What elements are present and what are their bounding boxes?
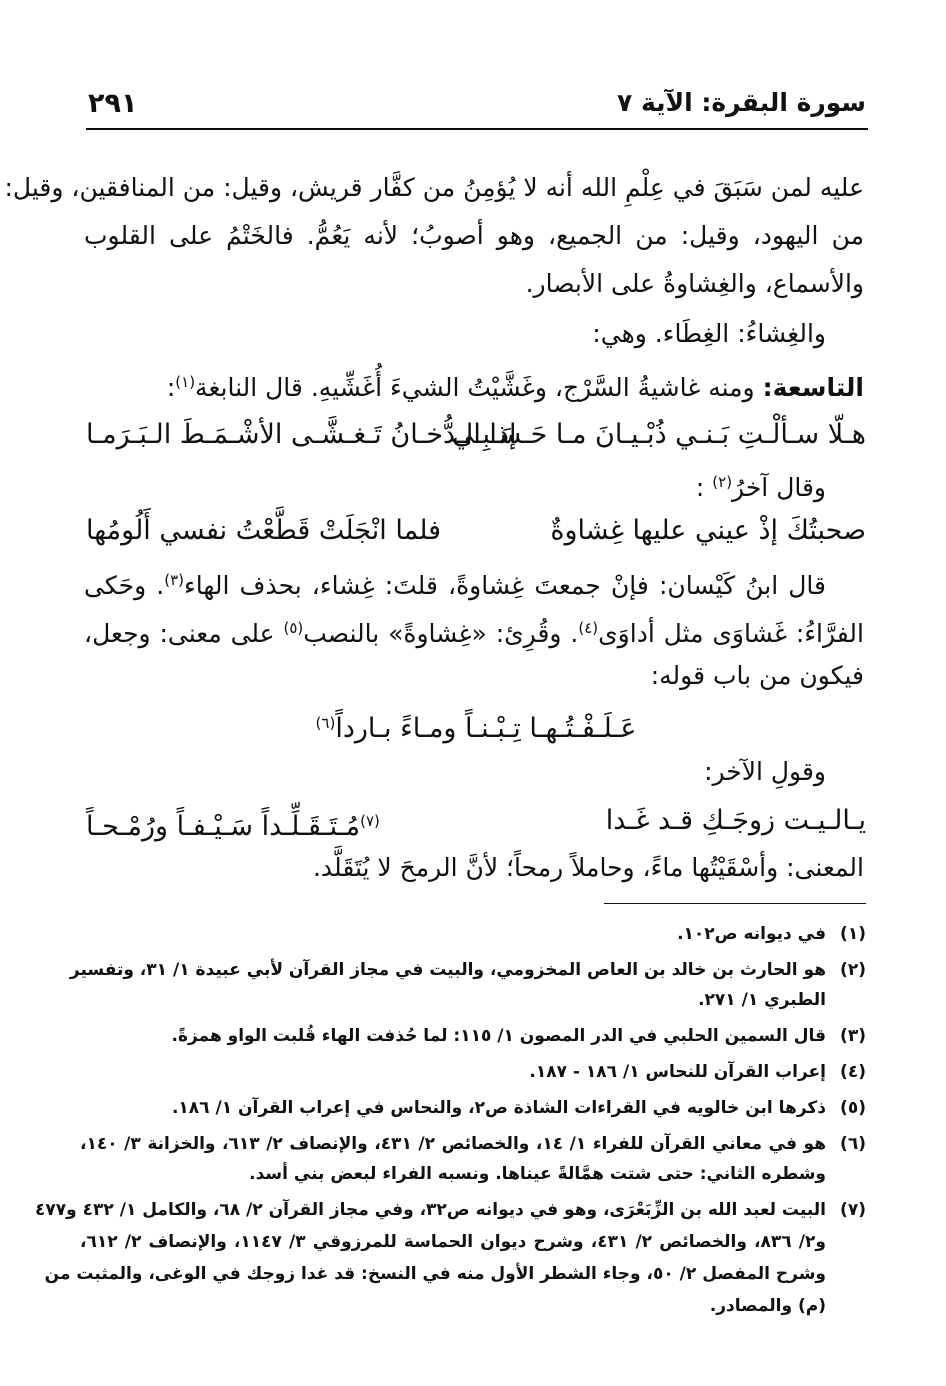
verse-hemistich-second — [86, 800, 380, 848]
verse-text: عَـلَـفْـتُـهـا تِـبْـنـاً ومـاءً بـارداً — [335, 713, 637, 744]
footnote-text: هو في معاني القرآن للفراء ١/ ١٤، والخصائص ٢/ ٤٣١، والإنصاف ٢/ ٦١٣، والخزانة ٣/ ١٤٠، — [80, 1134, 826, 1154]
footnote-number: (٧) — [840, 1200, 866, 1220]
verse-row — [86, 414, 866, 456]
footnote — [80, 1058, 866, 1086]
verse-hemistich-first: صحبتُكَ إذْ عيني عليها غِشاوةٌ — [550, 515, 866, 546]
verse-centered — [86, 702, 866, 750]
page-header — [88, 88, 866, 124]
footnote — [69, 956, 866, 1012]
ninth-label: التاسعة: — [762, 373, 864, 402]
text-line: والغِشاءُ: الغِطَاء. وهي: — [592, 319, 826, 348]
footnote-ref: (١) — [175, 373, 196, 391]
footnote-text: في ديوانه ص١٠٢. — [677, 924, 826, 944]
verse-hemistich-second: فلما انْجَلَتْ قَطَّعْتُ نفسي أَلُومُها — [86, 515, 442, 546]
page-number: ٢٩١ — [88, 88, 138, 119]
footnote — [80, 920, 866, 948]
footnote-ref: (٧) — [360, 812, 380, 830]
verse-hemistich-first: هـلّا سـألْـتِ بَـنـي ذُبْـيـانَ مـا حَـسَـبِـي — [452, 419, 866, 450]
footnote-text: قال السمين الحلبي في الدر المصون ١/ ١١٥: لما حُذفت الهاء قُلبت الواو همزةً. — [171, 1026, 826, 1046]
footnote — [35, 1196, 866, 1320]
footnote — [80, 1130, 866, 1186]
running-head: سورة البقرة: الآية ٧ — [617, 88, 866, 117]
footnote-ref: (٦) — [315, 714, 336, 732]
text-line: من اليهود، وقيل: من الجميع، وهو أصوبُ؛ لأنه يَعُمُّ. فالخَتْمُ على القلوب — [84, 221, 864, 250]
text-run: قال ابنُ كَيْسان: فإنْ جمعتَ غِشاوةً، قلتَ: غِشاء، بحذف الهاء — [184, 571, 826, 600]
verse-row — [86, 800, 866, 842]
text-line: والأسماع، والغِشاوةُ على الأبصار. — [525, 269, 864, 298]
verse-hemistich-second: إذا الـدُّخـانُ تَـغـشَّـى الأشْـمَـطَ الـبَـرَمـا — [86, 419, 517, 450]
footnote — [80, 1094, 866, 1122]
another-end: : — [695, 473, 705, 502]
footnote-text: (م) والمصادر. — [709, 1296, 826, 1316]
text-line: فيكون من باب قوله: — [650, 661, 864, 690]
text-run: على معنى: وجعل، — [84, 619, 284, 648]
another-text: وقال آخرُ — [732, 473, 826, 502]
footnote-text: ذكرها ابن خالويه في القراءات الشاذة ص٢، والنحاس في إعراب القرآن ١/ ١٨٦. — [171, 1098, 826, 1118]
footnote-ref: (٣) — [164, 571, 184, 589]
text-line — [84, 560, 826, 600]
text-line: وقولِ الآخر: — [704, 757, 826, 786]
footnote-text: و٢/ ٨٣٦، والخصائص ٢/ ٤٣١، وشرح ديوان الحماسة للمرزوقي ٣/ ١١٤٧، والإنصاف ٢/ ٦١٢، — [80, 1232, 826, 1252]
text-line: عليه لمن سَبَقَ في عِلْمِ الله أنه لا يُؤمِنُ من كفَّار قريش، وقيل: من المنافقين، وقيل: — [4, 173, 864, 202]
footnote-number: (١) — [840, 924, 866, 944]
footnote-text: هو الحارث بن خالد بن العاص المخزومي، والبيت في مجاز القرآن لأبي عبيدة ١/ ٣١، وتفسير — [69, 960, 826, 980]
footnote-text: إعراب القرآن للنحاس ١/ ١٨٦ - ١٨٧. — [529, 1062, 826, 1082]
text-run: . وقُرِئ: «غِشاوةً» بالنصب — [303, 619, 579, 648]
verse-text: مُـتَـقَـلِّـداً سَـيْـفـاً ورُمْـحـاً — [86, 811, 361, 842]
text-line — [84, 608, 864, 648]
footnote-ref: (٤) — [578, 619, 599, 637]
footnote-number: (٤) — [840, 1062, 866, 1082]
footnote-separator — [604, 903, 866, 904]
verse-hemistich-first: يـالـيـت زوجَـكِ قـد غَـدا — [605, 805, 866, 836]
ninth-end: : — [166, 373, 176, 402]
ninth-text: ومنه غاشيةُ السَّرْج، وغَشَّيْتُ الشيءَ أُغَشِّيهِ. قال النابغة — [195, 373, 755, 402]
footnote-text: البيت لعبد الله بن الزِّبَعْرَى، وهو في ديوانه ص٣٢، وفي مجاز القرآن ٢/ ٦٨، والكامل ١/ ٤٣٢ و٤٧٧ — [35, 1200, 826, 1220]
footnote-ref: (٥) — [283, 619, 304, 637]
footnote-number: (٣) — [840, 1026, 866, 1046]
verse-row — [86, 510, 866, 552]
header-rule — [86, 128, 868, 130]
text-run: الفرَّاءُ: غَشاوَى مثل أداوَى — [598, 619, 864, 648]
text-line: المعنى: وأسْقَيْتُها ماءً، وحاملاً رمحاً؛ لأنَّ الرمحَ لا يُتَقَلَّد. — [312, 853, 864, 882]
footnote-text: وشطره الثاني: حتى شتت همَّالةً عيناها. ونسبه الفراء لبعض بني أسد. — [249, 1164, 826, 1184]
text-run: . وحَكى — [84, 571, 165, 600]
footnote-text: وشرح المفصل ٢/ ٥٠، وجاء الشطر الأول منه في النسخ: قد غدا زوجك في الوغى، والمثبت من — [44, 1264, 826, 1284]
footnote-text: الطبري ١/ ٢٧١. — [698, 990, 826, 1010]
footnote — [80, 1022, 866, 1050]
another-line — [84, 462, 826, 502]
footnote-number: (٥) — [840, 1098, 866, 1118]
ninth-line — [84, 362, 864, 402]
footnote-number: (٢) — [840, 960, 866, 980]
footnote-number: (٦) — [840, 1134, 866, 1154]
footnote-ref: (٢) — [712, 473, 733, 491]
